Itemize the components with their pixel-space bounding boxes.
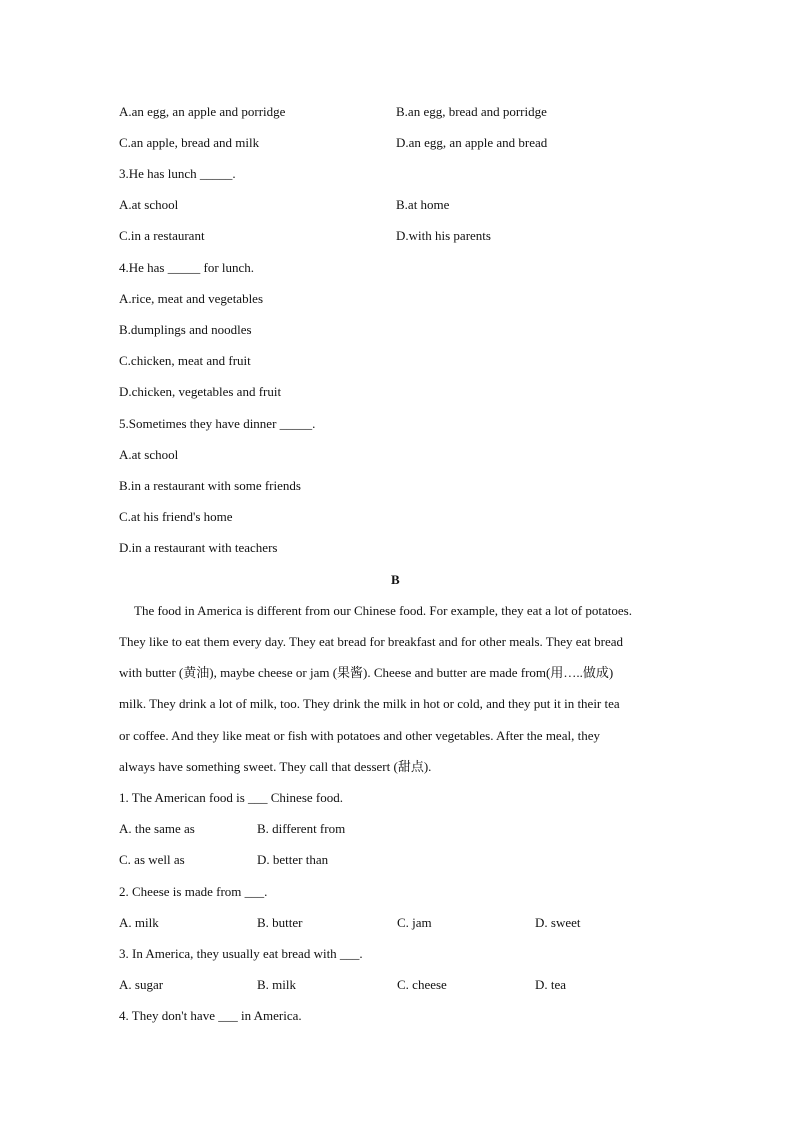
option-a: A. sugar xyxy=(119,977,164,992)
option-c: C. cheese xyxy=(397,977,447,992)
option-b: B. butter xyxy=(257,915,303,930)
passage-line: with butter (黄油), maybe cheese or jam (果酱). Cheese and butter are made from(用…..做成) xyxy=(119,665,614,680)
option-d: D.in a restaurant with teachers xyxy=(119,540,278,555)
option-a: A.at school xyxy=(119,197,179,212)
passage-line: or coffee. And they like meat or fish with potatoes and other vegetables. After the meal, they xyxy=(119,728,600,743)
option-b: B.an egg, bread and porridge xyxy=(396,104,547,119)
question-1: 1. The American food is ___ Chinese food. xyxy=(119,790,343,805)
option-a: A.an egg, an apple and porridge xyxy=(119,104,286,119)
option-b: B. milk xyxy=(257,977,297,992)
question-4: 4.He has _____ for lunch. xyxy=(119,260,255,275)
option-c: C. as well as xyxy=(119,852,185,867)
passage-line: milk. They drink a lot of milk, too. They drink the milk in hot or cold, and they put it in their tea xyxy=(119,696,620,711)
option-d: D.with his parents xyxy=(396,228,491,243)
question-2: 2. Cheese is made from ___. xyxy=(119,884,268,899)
option-c: C.chicken, meat and fruit xyxy=(119,353,251,368)
option-b: B. different from xyxy=(257,821,346,836)
option-c: C.an apple, bread and milk xyxy=(119,135,260,150)
option-d: D. tea xyxy=(535,977,567,992)
option-b: B.in a restaurant with some friends xyxy=(119,478,301,493)
section-heading: B xyxy=(391,572,400,587)
option-c: C. jam xyxy=(397,915,432,930)
question-3: 3. In America, they usually eat bread with ___. xyxy=(119,946,363,961)
passage-line: They like to eat them every day. They eat bread for breakfast and for other meals. They eat bread xyxy=(119,634,624,649)
option-c: C.in a restaurant xyxy=(119,228,205,243)
question-5: 5.Sometimes they have dinner _____. xyxy=(119,416,316,431)
option-c: C.at his friend's home xyxy=(119,509,233,524)
option-d: D. better than xyxy=(257,852,329,867)
passage-line: The food in America is different from our Chinese food. For example, they eat a lot of potatoes. xyxy=(134,603,632,618)
option-b: B.dumplings and noodles xyxy=(119,322,252,337)
option-d: D.an egg, an apple and bread xyxy=(396,135,548,150)
option-a: A. the same as xyxy=(119,821,195,836)
option-a: A. milk xyxy=(119,915,159,930)
option-a: A.rice, meat and vegetables xyxy=(119,291,264,306)
option-b: B.at home xyxy=(396,197,450,212)
option-a: A.at school xyxy=(119,447,179,462)
option-d: D.chicken, vegetables and fruit xyxy=(119,384,282,399)
option-d: D. sweet xyxy=(535,915,581,930)
question-4: 4. They don't have ___ in America. xyxy=(119,1008,302,1023)
question-3: 3.He has lunch _____. xyxy=(119,166,236,181)
passage-line: always have something sweet. They call that dessert (甜点). xyxy=(119,759,432,774)
